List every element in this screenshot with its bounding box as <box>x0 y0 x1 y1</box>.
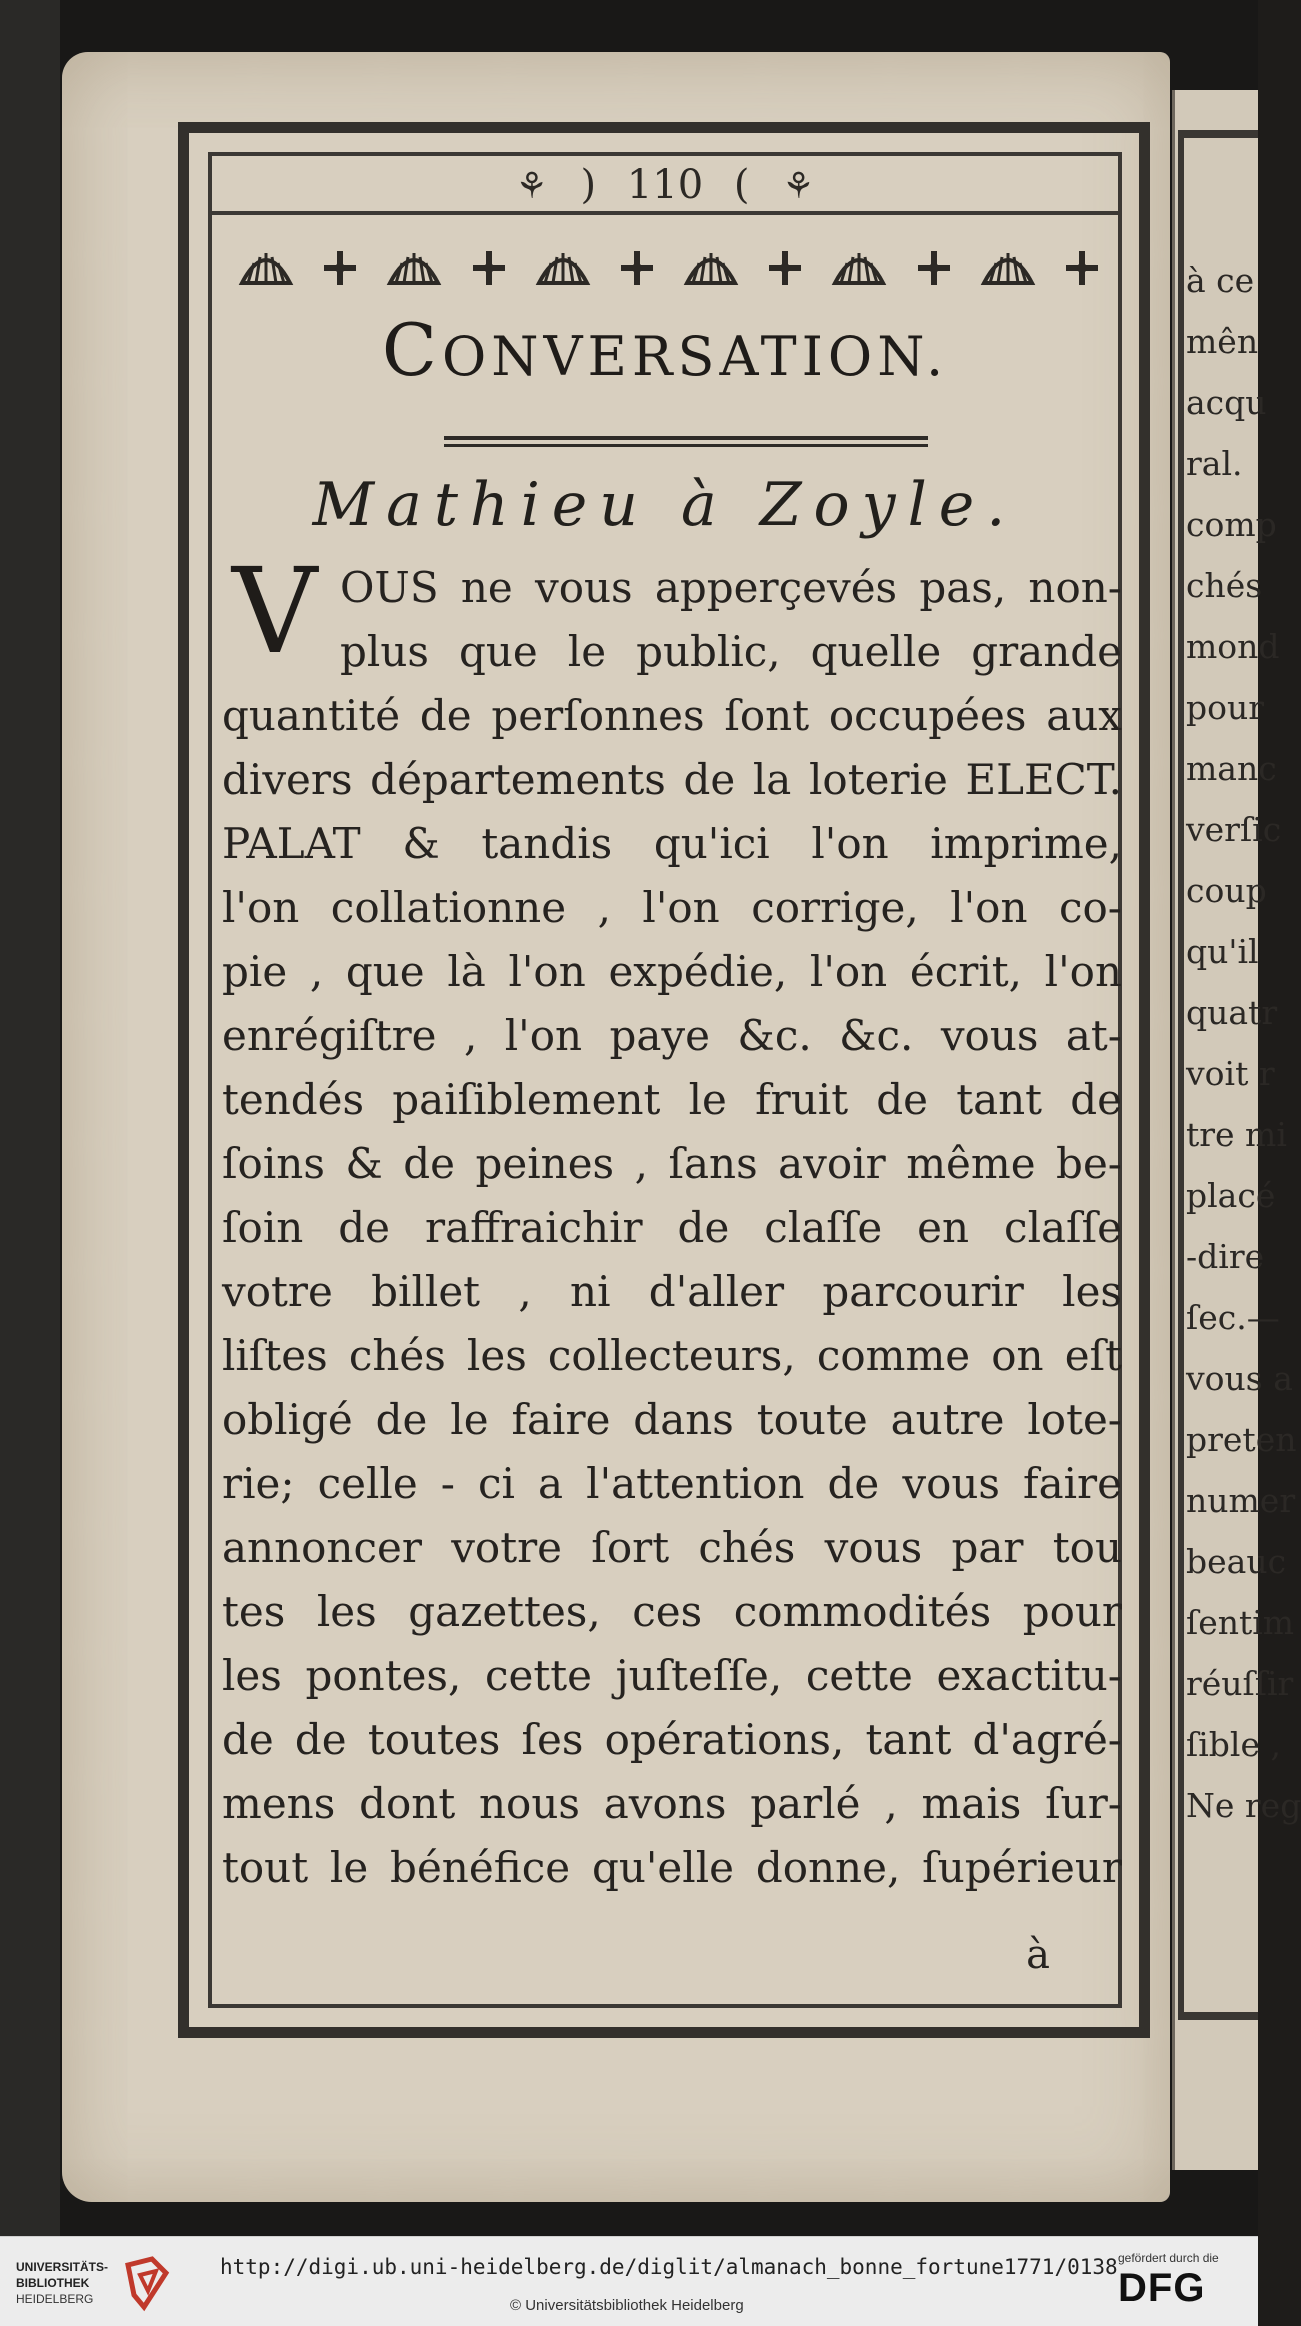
text-line: tout le bénéfice qu'elle donne, ſupérieur <box>222 1843 1122 1892</box>
text-line: mens dont nous avons parlé , mais ſur- <box>222 1779 1122 1828</box>
text-line: PALAT & tandis qu'ici l'on imprime, <box>222 819 1122 868</box>
facing-page-line: ſec.— <box>1186 1298 1280 1337</box>
heading-initial: C <box>381 308 442 392</box>
scan-edge <box>0 0 60 2236</box>
facing-page-line: tre mi <box>1186 1115 1287 1154</box>
cross-ornament-icon <box>904 243 964 293</box>
facing-page-line: numer <box>1186 1481 1296 1520</box>
facing-page-line: vous a <box>1186 1359 1293 1398</box>
text-line: rie; celle - ci a l'attention de vous faire <box>222 1459 1122 1508</box>
text-line: ſoins & de peines , ſans avoir même be- <box>222 1139 1122 1188</box>
dfg-logo[interactable] <box>1118 2251 1246 2311</box>
copyright-text: © Universitätsbibliothek Heidelberg <box>510 2297 744 2314</box>
facing-page-line: à ce <box>1186 261 1255 300</box>
text-line: pie , que là l'on expédie, l'on écrit, l'on <box>222 947 1122 996</box>
paren-left: ) <box>580 162 597 208</box>
facing-page-line: ſible , <box>1186 1725 1281 1764</box>
facing-page-line: acqu <box>1186 383 1267 422</box>
library-name-3: HEIDELBERG <box>16 2292 94 2306</box>
shell-ornament-icon <box>533 243 593 293</box>
facing-page-line: beauc <box>1186 1542 1287 1581</box>
ornament-band <box>236 238 1112 298</box>
text-line: plus que le public, quelle grande <box>340 627 1122 676</box>
library-name-1: UNIVERSITÄTS- <box>16 2260 109 2274</box>
facing-page-line: -dire <box>1186 1237 1265 1276</box>
text-line: OUS ne vous apperçevés pas, non- <box>340 563 1122 612</box>
facing-page-line: qu'il <box>1186 932 1259 971</box>
facing-page-line: manc <box>1186 749 1277 788</box>
viewer-footer <box>0 2236 1258 2326</box>
facing-page-line: réuſſir <box>1186 1664 1294 1703</box>
cross-ornament-icon <box>459 243 519 293</box>
facing-page-line: mên <box>1186 322 1259 361</box>
catchword: à <box>1026 1932 1050 1978</box>
cross-ornament-icon <box>1052 243 1112 293</box>
text-line: liſtes chés les collecteurs, comme on eſt <box>222 1331 1122 1380</box>
dfg-wordmark: DFG <box>1118 2266 1206 2310</box>
facing-page-line: placé <box>1186 1176 1276 1215</box>
facing-page-line: preten <box>1186 1420 1297 1459</box>
text-line: annoncer votre ſort chés vous par tou <box>222 1523 1122 1572</box>
facing-page-line: Ne reg <box>1186 1786 1301 1825</box>
facing-page-line: verſic <box>1186 810 1282 849</box>
library-name-2: BIBLIOTHEK <box>16 2276 90 2290</box>
text-line: ſoin de raffraichir de claſſe en claſſe <box>222 1203 1122 1252</box>
cross-ornament-icon <box>310 243 370 293</box>
text-line: quantité de perſonnes ſont occupées aux <box>222 691 1122 740</box>
text-line: tes les gazettes, ces commodités pour <box>222 1587 1122 1636</box>
page-number: 110 <box>626 162 704 208</box>
facing-page-line: ſentim <box>1186 1603 1295 1642</box>
facing-page-line: voit r <box>1186 1054 1275 1093</box>
paren-right: ( <box>733 162 750 208</box>
text-line: de de toutes ſes opérations, tant d'agré- <box>222 1715 1122 1764</box>
shell-ornament-icon <box>236 243 296 293</box>
cross-ornament-icon <box>607 243 667 293</box>
heading-rule <box>444 436 928 440</box>
body-text <box>222 542 1122 1900</box>
text-line: votre billet , ni d'aller parcourir les <box>222 1267 1122 1316</box>
facing-page-line: pour <box>1186 688 1265 727</box>
facing-page-text <box>1186 250 1301 1836</box>
facing-page-line: comp <box>1186 505 1277 544</box>
shell-ornament-icon <box>978 243 1038 293</box>
text-line: tendés paiſiblement le fruit de tant de <box>222 1075 1122 1124</box>
text-line: enrégiſtre , l'on paye &c. &c. vous at- <box>222 1011 1122 1060</box>
heading-rest: ONVERSATION. <box>441 325 949 388</box>
text-line: divers départements de la loterie ELECT. <box>222 755 1122 804</box>
subheading: Mathieu à Zoyle. <box>312 470 1018 540</box>
facing-page-line: chés <box>1186 566 1263 605</box>
text-line: les pontes, cette juſteſſe, cette exactitu- <box>222 1651 1122 1700</box>
page-heading <box>212 300 1118 407</box>
text-line: obligé de le faire dans toute autre lote- <box>222 1395 1122 1444</box>
fleuron-right-icon: ⚘ <box>782 166 815 207</box>
facing-page-line: coup <box>1186 871 1267 910</box>
heading-rule-2 <box>444 444 928 447</box>
library-mark-icon <box>122 2255 172 2313</box>
shell-ornament-icon <box>384 243 444 293</box>
text-line: l'on collationne , l'on corrige, l'on co- <box>222 883 1122 932</box>
fleuron-left-icon: ⚘ <box>515 166 548 207</box>
funded-by-text: gefördert durch die <box>1118 2251 1219 2265</box>
facing-page-line: mond <box>1186 627 1280 666</box>
facing-page-line: ral. <box>1186 444 1243 483</box>
running-head <box>212 155 1118 215</box>
permalink-url[interactable]: http://digi.ub.uni-heidelberg.de/diglit/almanach_bonne_fortune1771/0138 <box>220 2255 1118 2279</box>
shell-ornament-icon <box>681 243 741 293</box>
drop-cap: V <box>232 542 318 680</box>
facing-page-line: quatr <box>1186 993 1278 1032</box>
shell-ornament-icon <box>829 243 889 293</box>
cross-ornament-icon <box>755 243 815 293</box>
